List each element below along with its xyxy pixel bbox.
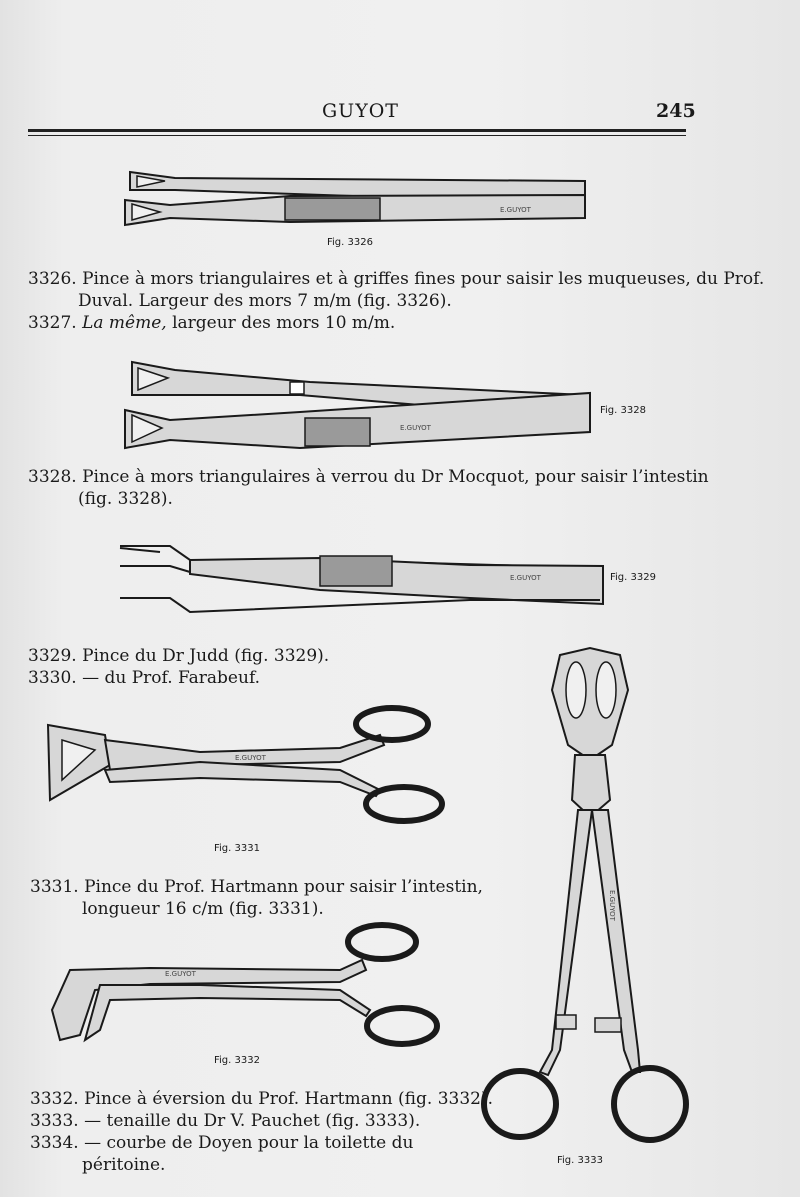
entry-text: — du Prof. Farabeuf. — [82, 668, 261, 688]
entry-number: 3326. — [28, 269, 77, 289]
entry-number: 3328. — [28, 467, 77, 487]
figure-caption-3328: Fig. 3328 — [600, 405, 646, 416]
entry-text: — tenaille du Dr V. Pauchet (fig. 3333). — [84, 1111, 421, 1131]
entry-number: 3327. — [28, 313, 77, 333]
entry-3334-line2: péritoine. — [82, 1155, 166, 1175]
entry-3326-line2: Duval. Largeur des mors 7 m/m (fig. 3326). — [78, 291, 452, 311]
figure-caption-3329: Fig. 3329 — [610, 572, 656, 583]
page-number: 245 — [656, 100, 696, 122]
entry-number: 3329. — [28, 646, 77, 666]
running-header-title: GUYOT — [322, 100, 399, 122]
brand-mark-3331: E.GUYOT — [235, 754, 266, 762]
entry-number: 3331. — [30, 877, 79, 897]
entry-text-italic: La même, — [82, 313, 167, 333]
entry-number: 3332. — [30, 1089, 79, 1109]
entry-3328-line2: (fig. 3328). — [78, 489, 173, 509]
figure-caption-3326: Fig. 3326 — [327, 237, 373, 248]
brand-mark-3328: E.GUYOT — [400, 424, 431, 432]
entry-number: 3333. — [30, 1111, 79, 1131]
brand-mark-3326: E.GUYOT — [500, 206, 531, 214]
figure-caption-3333: Fig. 3333 — [557, 1155, 603, 1166]
entry-text: Pince du Prof. Hartmann pour saisir l’intestin, — [84, 877, 483, 897]
entry-text: Pince à éversion du Prof. Hartmann (fig. 3332). — [84, 1089, 493, 1109]
brand-mark-3333: E.GUYOT — [608, 890, 616, 921]
entry-text: Pince à mors triangulaires et à griffes fines pour saisir les muqueuses, du Prof. — [82, 269, 765, 289]
figure-caption-3331: Fig. 3331 — [214, 843, 260, 854]
brand-mark-3329: E.GUYOT — [510, 574, 541, 582]
entry-text: largeur des mors 10 m/m. — [166, 313, 396, 333]
brand-mark-3332: E.GUYOT — [165, 970, 196, 978]
entry-text: — courbe de Doyen pour la toilette du — [84, 1133, 414, 1153]
figure-caption-3332: Fig. 3332 — [214, 1055, 260, 1066]
entry-number: 3334. — [30, 1133, 79, 1153]
entry-text: Pince à mors triangulaires à verrou du Dr Mocquot, pour saisir l’intestin — [82, 467, 709, 487]
entry-text: Pince du Dr Judd (fig. 3329). — [82, 646, 330, 666]
entry-3331-line2: longueur 16 c/m (fig. 3331). — [82, 899, 324, 919]
entry-number: 3330. — [28, 668, 77, 688]
